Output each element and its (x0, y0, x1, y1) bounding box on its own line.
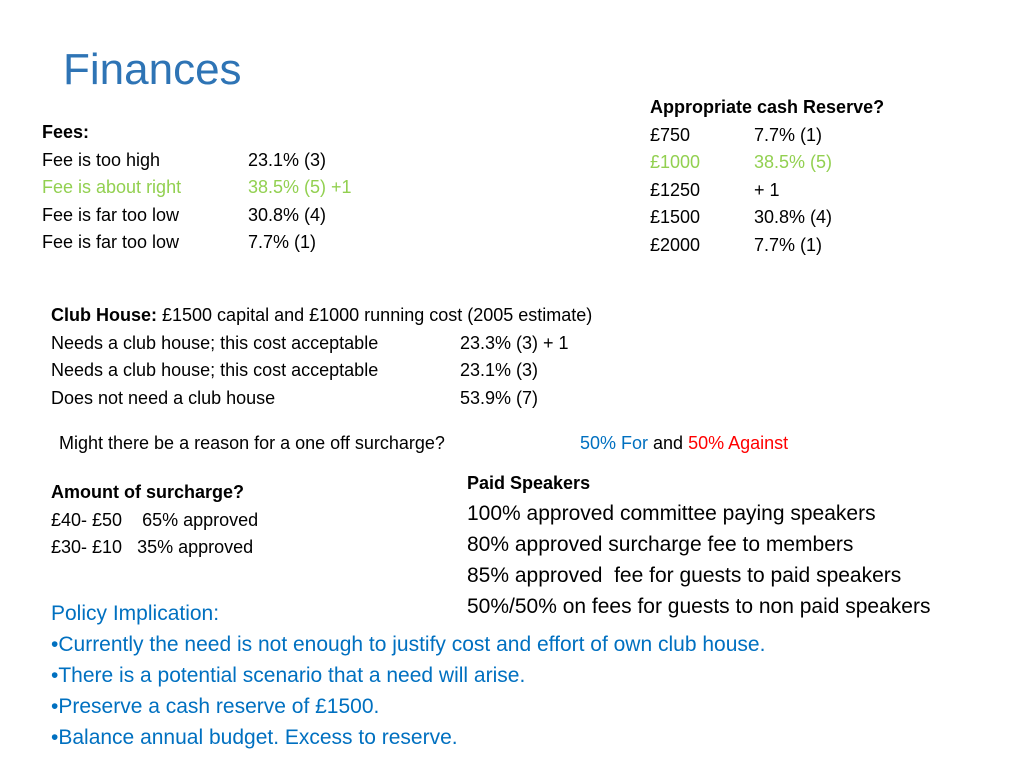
fees-heading: Fees: (42, 122, 90, 142)
fees-value: 23.1% (3) (248, 149, 327, 170)
policy-bullet: •Balance annual budget. Excess to reserve. (51, 726, 458, 749)
reserve-value: 30.8% (4) (754, 207, 833, 227)
surcharge-against: 50% Against (688, 433, 789, 453)
clubhouse-label: Needs a club house; this cost acceptable (51, 360, 379, 380)
clubhouse-value: 23.3% (3) + 1 (460, 332, 569, 353)
reserve-value: 7.7% (1) (754, 234, 823, 255)
fees-value: 7.7% (1) (248, 232, 317, 252)
speakers-heading: Paid Speakers (467, 473, 591, 493)
fees-row (42, 229, 352, 257)
fees-value: 30.8% (4) (248, 204, 327, 225)
reserve-amount: £1000 (650, 152, 701, 172)
fees-label: Fee is about right (42, 177, 182, 197)
clubhouse-value: 23.1% (3) (460, 360, 539, 380)
surcharge-amount-heading: Amount of surcharge? (51, 482, 245, 502)
reserve-amount: £1250 (650, 179, 701, 200)
fees-row-highlight (42, 174, 352, 202)
clubhouse-heading: Club House: (51, 305, 157, 325)
reserve-heading: Appropriate cash Reserve? (650, 97, 885, 117)
reserve-value: 38.5% (5) (754, 152, 833, 172)
fees-row (42, 147, 352, 175)
reserve-row (650, 232, 884, 260)
reserve-row (650, 122, 884, 150)
surcharge-amount-row: £30- £10 35% approved (51, 537, 254, 557)
reserve-amount: £1500 (650, 207, 701, 227)
fees-value: 38.5% (5) +1 (248, 177, 352, 197)
policy-bullet: •Preserve a cash reserve of £1500. (51, 695, 380, 718)
speakers-row: 100% approved committee paying speakers (467, 501, 876, 525)
clubhouse-row (51, 357, 592, 385)
reserve-row-highlight (650, 149, 884, 177)
page-title: Finances (63, 45, 242, 94)
speakers-row: 50%/50% on fees for guests to non paid speakers (467, 594, 931, 618)
policy-bullet: •There is a potential scenario that a need will arise. (51, 664, 526, 687)
clubhouse-section (51, 302, 592, 412)
surcharge-amount-section (51, 479, 258, 562)
reserve-value: + 1 (754, 179, 780, 200)
fees-label: Fee is too high (42, 149, 161, 170)
reserve-row (650, 204, 884, 232)
policy-section (51, 598, 765, 753)
reserve-value: 7.7% (1) (754, 124, 823, 145)
reserve-section (650, 94, 884, 259)
clubhouse-heading-line (51, 302, 592, 330)
fees-label: Fee is far too low (42, 232, 180, 252)
clubhouse-value: 53.9% (7) (460, 387, 539, 408)
speakers-row: 80% approved surcharge fee to members (467, 532, 854, 556)
surcharge-question (59, 430, 788, 458)
clubhouse-label: Does not need a club house (51, 387, 276, 408)
surcharge-question-text: Might there be a reason for a one off surcharge? (59, 433, 445, 453)
clubhouse-row (51, 385, 592, 413)
clubhouse-label: Needs a club house; this cost acceptable (51, 332, 379, 353)
policy-bullet: •Currently the need is not enough to justify cost and effort of own club house. (51, 633, 766, 656)
surcharge-and: and (648, 433, 689, 453)
fees-section (42, 119, 352, 257)
fees-label: Fee is far too low (42, 204, 180, 225)
clubhouse-row (51, 330, 592, 358)
surcharge-amount-row: £40- £50 65% approved (51, 509, 259, 530)
reserve-row (650, 177, 884, 205)
surcharge-for: 50% For (580, 433, 649, 453)
reserve-amount: £750 (650, 124, 691, 145)
fees-row (42, 202, 352, 230)
speakers-row: 85% approved fee for guests to paid speakers (467, 563, 902, 587)
clubhouse-heading-detail: £1500 capital and £1000 running cost (2005 estimate) (157, 305, 593, 325)
policy-heading: Policy Implication: (51, 602, 220, 625)
reserve-amount: £2000 (650, 234, 701, 255)
